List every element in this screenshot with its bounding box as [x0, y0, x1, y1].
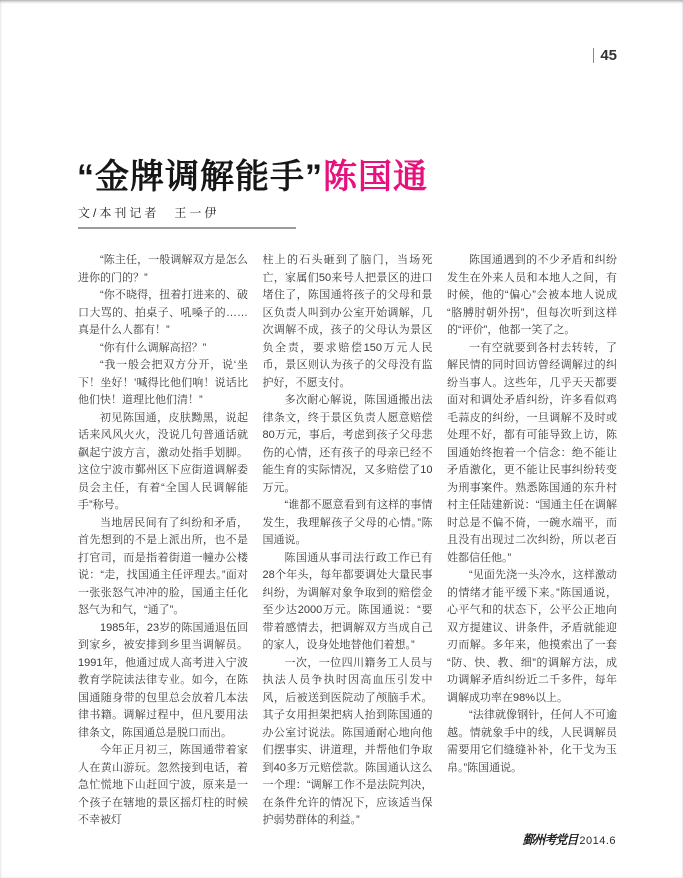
paragraph: 多次耐心解说，陈国通搬出法律条文，终于景区负责人愿意赔偿80万元，事后，考虑到孩子父母悲伤的心情，还有孩子的母亲已经不能生育的实际情况，又多赔偿了10万元。 — [262, 394, 433, 494]
byline: 文/本刊记者 王一伊 — [78, 206, 220, 220]
paragraph: 今年正月初三，陈国通带着家人在黄山游玩。忽然接到电话，着急忙慌地下山赶回宁波，原来是一个孩子在辖地的景区摇灯柱的时候不幸被灯 — [78, 744, 248, 826]
magazine-logo-calligraphy: 鄞州考党目 — [522, 832, 578, 848]
article-body — [78, 252, 617, 830]
article-title-quoted: “金牌调解能手” — [77, 157, 323, 196]
article-column-3 — [447, 252, 617, 830]
paragraph: 陈国通遇到的不少矛盾和纠纷发生在外来人员和本地人之间，有时候，他的“偏心”会被本地人说成“胳膊肘朝外拐”，但每次听到这样的“评价”，他都一笑了之。 — [447, 254, 617, 336]
paragraph: “法律就像钢针，任何人不可逾越。情就象手中的线，人民调解员需要用它们缝缝补补，化干戈为玉帛。”陈国通说。 — [447, 709, 617, 774]
paragraph: 柱上的石头砸到了脑门，当场死亡，家属们50来号人把景区的进口堵住了，陈国通将孩子的父母和景区负责人叫到办公室开始调解，几次调解不成，孩子的父母认为景区负全责，要求赔偿150万元人民币，景区则认为孩子的父母没有监护好，不愿支付。 — [262, 254, 433, 389]
article-title-name: 陈国通 — [323, 157, 428, 196]
article-column-1 — [78, 252, 248, 830]
paragraph: “谁都不愿意看到有这样的事情发生，我理解孩子父母的心情。”陈国通说。 — [262, 499, 433, 546]
issue-date: 2014.6 — [579, 835, 616, 847]
paragraph: 当地居民间有了纠纷和矛盾，首先想到的不是上派出所，也不是打官司，而是指着街道一幢办公楼说：“走，找国通主任评理去。”面对一张张怒气冲冲的脸，国通主任化怒气为和气，“通了”。 — [78, 516, 248, 616]
article-title — [77, 149, 428, 198]
paragraph: “我一般会把双方分开，说‘坐下！坐好！’喊得比他们响！说话比他们快！道理比他们清！” — [78, 359, 248, 406]
page-number-divider — [593, 48, 594, 63]
paragraph: “你不晓得，扭着打进来的、破口大骂的、拍桌子、吼嗓子的……真是什么人都有！” — [78, 289, 248, 336]
paragraph: 一有空就要到各村去转转，了解民情的同时回访曾经调解过的纠纷当事人。这些年，几乎天天都要面对和调处矛盾纠纷，许多看似鸡毛蒜皮的纠纷，一旦调解不及时或处理不好，都有可能导致上访，陈国通始终抱着一个信念：绝不能让矛盾激化，更不能让民事纠纷转变为刑事案件。熟悉陈国通的东升村村主任陆建新说：“国通主任在调解时总是不偏不倚，一碗水端平，而且没有出现过二次纠纷，所以老百姓都信任他。” — [447, 341, 617, 564]
page-number — [593, 47, 617, 64]
footer — [522, 831, 616, 848]
page-number-value: 45 — [600, 47, 617, 64]
article-column-2 — [263, 252, 433, 830]
byline-divider — [78, 227, 296, 229]
paragraph: 一次，一位四川籍务工人员与执法人员争执时因高血压引发中风，后被送到医院动了颅脑手术。其子女用担架把病人抬到陈国通的办公室讨说法。陈国通耐心地向他们摆事实、讲道理，并帮他们争取到40多万元赔偿款。陈国通认这么一个理：“调解工作不是法院判决，在条件允许的情况下，应该适当保护弱势群体的利益。” — [262, 656, 433, 826]
paragraph: 1985年，23岁的陈国通退伍回到家乡，被安排到乡里当调解员。1991年，他通过成人高考进入宁波教育学院读法律专业。如今，在陈国通随身带的包里总会放着几本法律书籍。调解过程中，但凡要用法律条文，陈国通总是脱口而出。 — [78, 621, 248, 739]
paragraph: “你有什么调解高招？” — [100, 341, 207, 354]
paragraph: 陈国通从事司法行政工作已有28个年头，每年都要调处大量民事纠纷，为调解对象争取到的赔偿金至少达2000万元。陈国通说：“要带着感情去，把调解双方当成自己的家人，设身处地替他们着想。” — [262, 551, 433, 651]
paragraph: 初见陈国通，皮肤黝黑，说起话来风风火火，没说几句普通话就飙起宁波方言，激动处指手划脚。这位宁波市鄞州区下应街道调解委员会主任，有着“全国人民调解能手”称号。 — [78, 411, 248, 511]
paragraph: “陈主任，一般调解双方是怎么进你的门的？” — [78, 254, 248, 284]
paragraph: “见面先浇一头冷水，这样激动的情绪才能平缓下来。”陈国通说，心平气和的状态下，公平公正地向双方提建议、讲条件，矛盾就能迎刃而解。多年来，他摸索出了一套“防、快、教、细”的调解方法，成功调解矛盾纠纷近二千多件，每年调解成功率在98%以上。 — [447, 569, 617, 704]
